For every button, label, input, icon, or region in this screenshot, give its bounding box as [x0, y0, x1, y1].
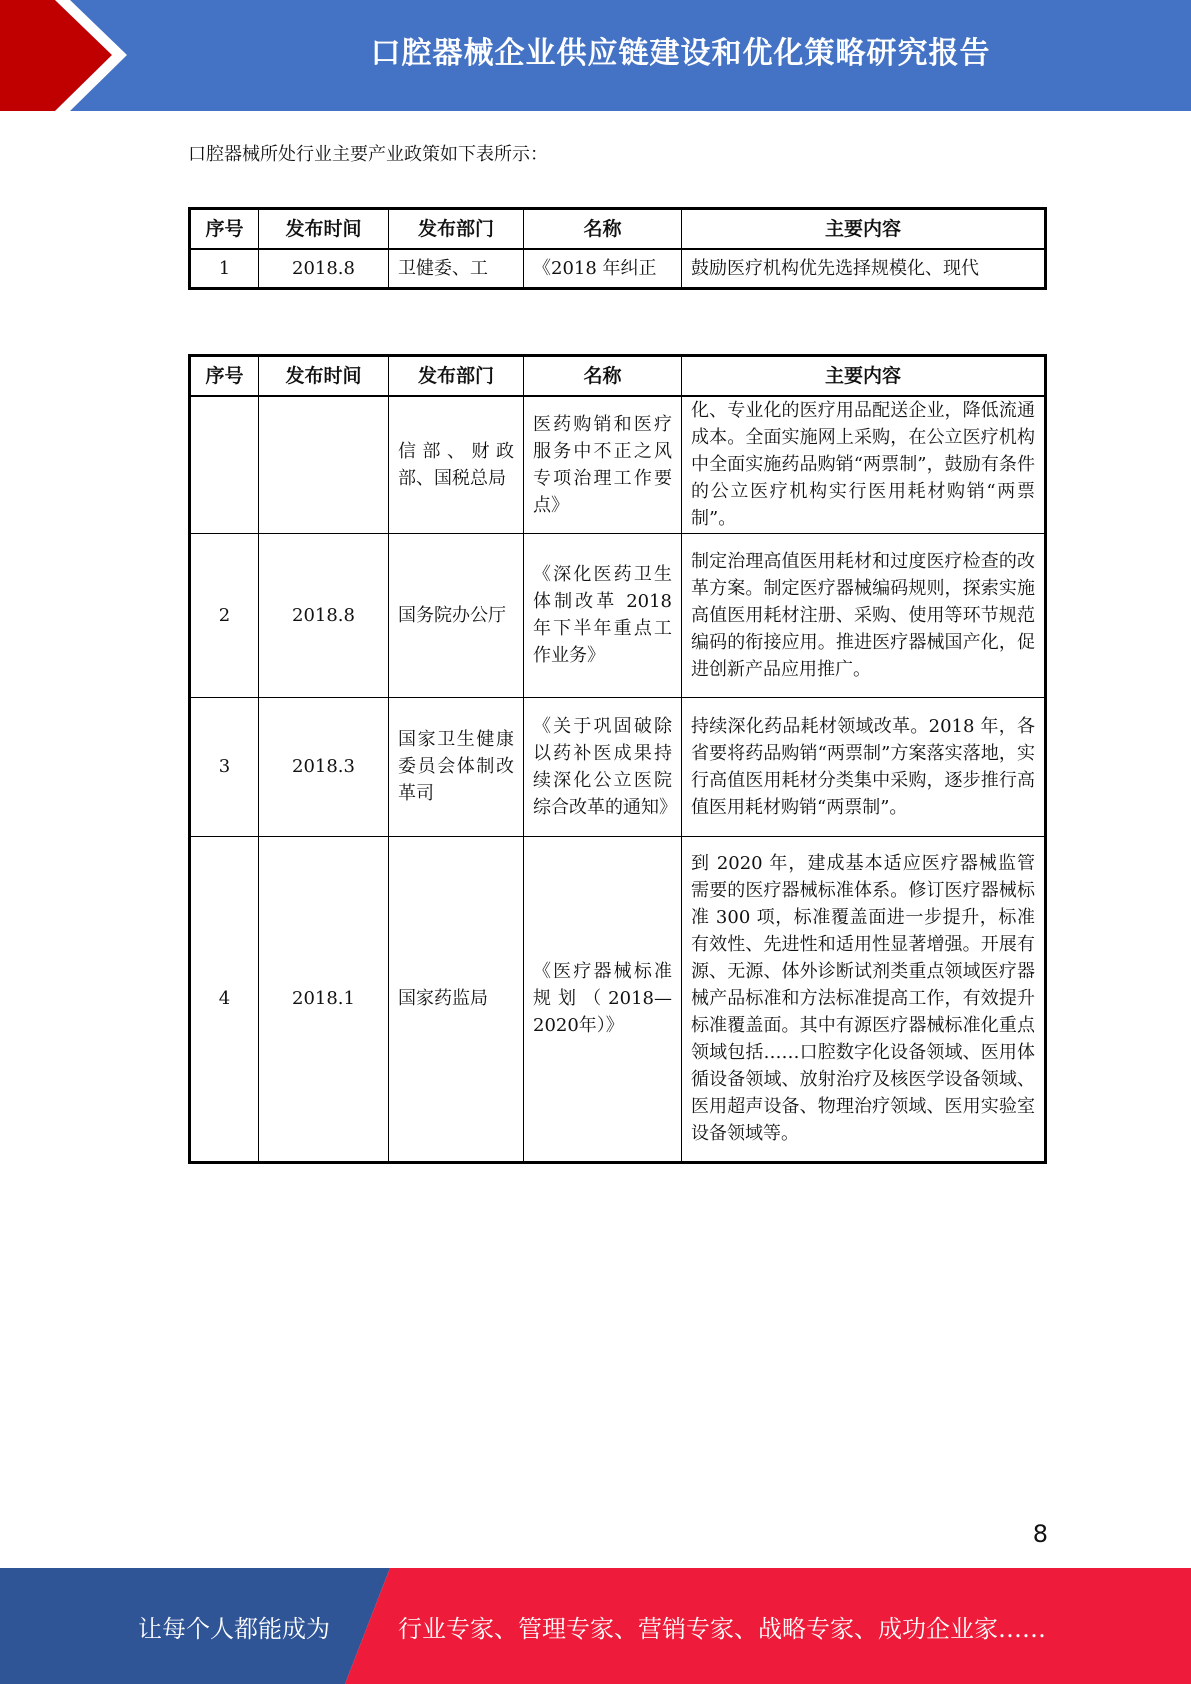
header-no: 序号: [190, 209, 259, 250]
cell-no: 2: [190, 533, 259, 697]
header-date: 发布时间: [259, 356, 389, 397]
cell-no: [190, 396, 259, 533]
header-dept: 发布部门: [389, 356, 524, 397]
policy-table-part-1: [188, 207, 1047, 290]
cell-name: 《医疗器械标准规划（2018—2020年）》: [524, 836, 682, 1162]
cell-date: 2018.3: [259, 697, 389, 836]
cell-content: 化、专业化的医疗用品配送企业，降低流通成本。全面实施网上采购，在公立医疗机构中全面实施药品购销“两票制”，鼓励有条件的公立医疗机构实行医用耗材购销“两票制”。: [682, 396, 1046, 533]
footer-slogan-left: 让每个人都能成为: [138, 1614, 330, 1643]
cell-dept: 信部、财政部、国税总局: [389, 396, 524, 533]
header-no: 序号: [190, 356, 259, 397]
intro-text: 口腔器械所处行业主要产业政策如下表所示：: [188, 144, 548, 165]
cell-date: [259, 396, 389, 533]
table-row: [190, 697, 1046, 836]
cell-content: 到 2020 年，建成基本适应医疗器械监管需要的医疗器械标准体系。修订医疗器械标准 300 项，标准覆盖面进一步提升，标准有效性、先进性和适用性显著增强。开展有源、无源、体外诊断试剂类重点领域医疗器械产品标准和方法标准提高工作，有效提升标准覆盖面。其中有源医疗器械标准化重点领域包括……口腔数字化设备领域、医用体循设备领域、放射治疗及核医学设备领域、医用超声设备、物理治疗领域、医用实验室设备领域等。: [682, 836, 1046, 1162]
cell-no: 4: [190, 836, 259, 1162]
policy-table-part-2: [188, 354, 1047, 1164]
cell-no: 3: [190, 697, 259, 836]
cell-date: 2018.8: [259, 533, 389, 697]
cell-content: 持续深化药品耗材领域改革。2018 年，各省要将药品购销“两票制”方案落实落地，实行高值医用耗材分类集中采购，逐步推行高值医用耗材购销“两票制”。: [682, 697, 1046, 836]
header-name: 名称: [524, 209, 682, 250]
page-footer: [0, 1568, 1191, 1684]
cell-name: 《关于巩固破除以药补医成果持续深化公立医院综合改革的通知》: [524, 697, 682, 836]
page-header: [0, 0, 1191, 111]
table-row: [190, 533, 1046, 697]
table-header-row: [190, 356, 1046, 397]
report-title: 口腔器械企业供应链建设和优化策略研究报告: [370, 36, 991, 71]
page-number: 8: [1032, 1520, 1048, 1548]
header-date: 发布时间: [259, 209, 389, 250]
cell-dept: 国家卫生健康委员会体制改革司: [389, 697, 524, 836]
header-name: 名称: [524, 356, 682, 397]
cell-no: 1: [190, 249, 259, 288]
table-row: [190, 836, 1046, 1162]
cell-dept: 国家药监局: [389, 836, 524, 1162]
table-row: [190, 396, 1046, 533]
cell-dept: 卫健委、工: [389, 249, 524, 288]
cell-name: 《深化医药卫生体制改革 2018 年下半年重点工作业务》: [524, 533, 682, 697]
cell-dept: 国务院办公厅: [389, 533, 524, 697]
cell-name: 医药购销和医疗服务中不正之风专项治理工作要点》: [524, 396, 682, 533]
table-row: [190, 249, 1046, 288]
cell-name: 《2018 年纠正: [524, 249, 682, 288]
header-content: 主要内容: [682, 356, 1046, 397]
header-arrow-icon: [0, 0, 160, 111]
cell-content: 制定治理高值医用耗材和过度医疗检查的改革方案。制定医疗器械编码规则，探索实施高值医用耗材注册、采购、使用等环节规范编码的衔接应用。推进医疗器械国产化，促进创新产品应用推广。: [682, 533, 1046, 697]
header-content: 主要内容: [682, 209, 1046, 250]
cell-date: 2018.1: [259, 836, 389, 1162]
cell-date: 2018.8: [259, 249, 389, 288]
cell-content: 鼓励医疗机构优先选择规模化、现代: [682, 249, 1046, 288]
footer-slogan-right: 行业专家、管理专家、营销专家、战略专家、成功企业家……: [398, 1614, 1046, 1643]
header-dept: 发布部门: [389, 209, 524, 250]
table-header-row: [190, 209, 1046, 250]
